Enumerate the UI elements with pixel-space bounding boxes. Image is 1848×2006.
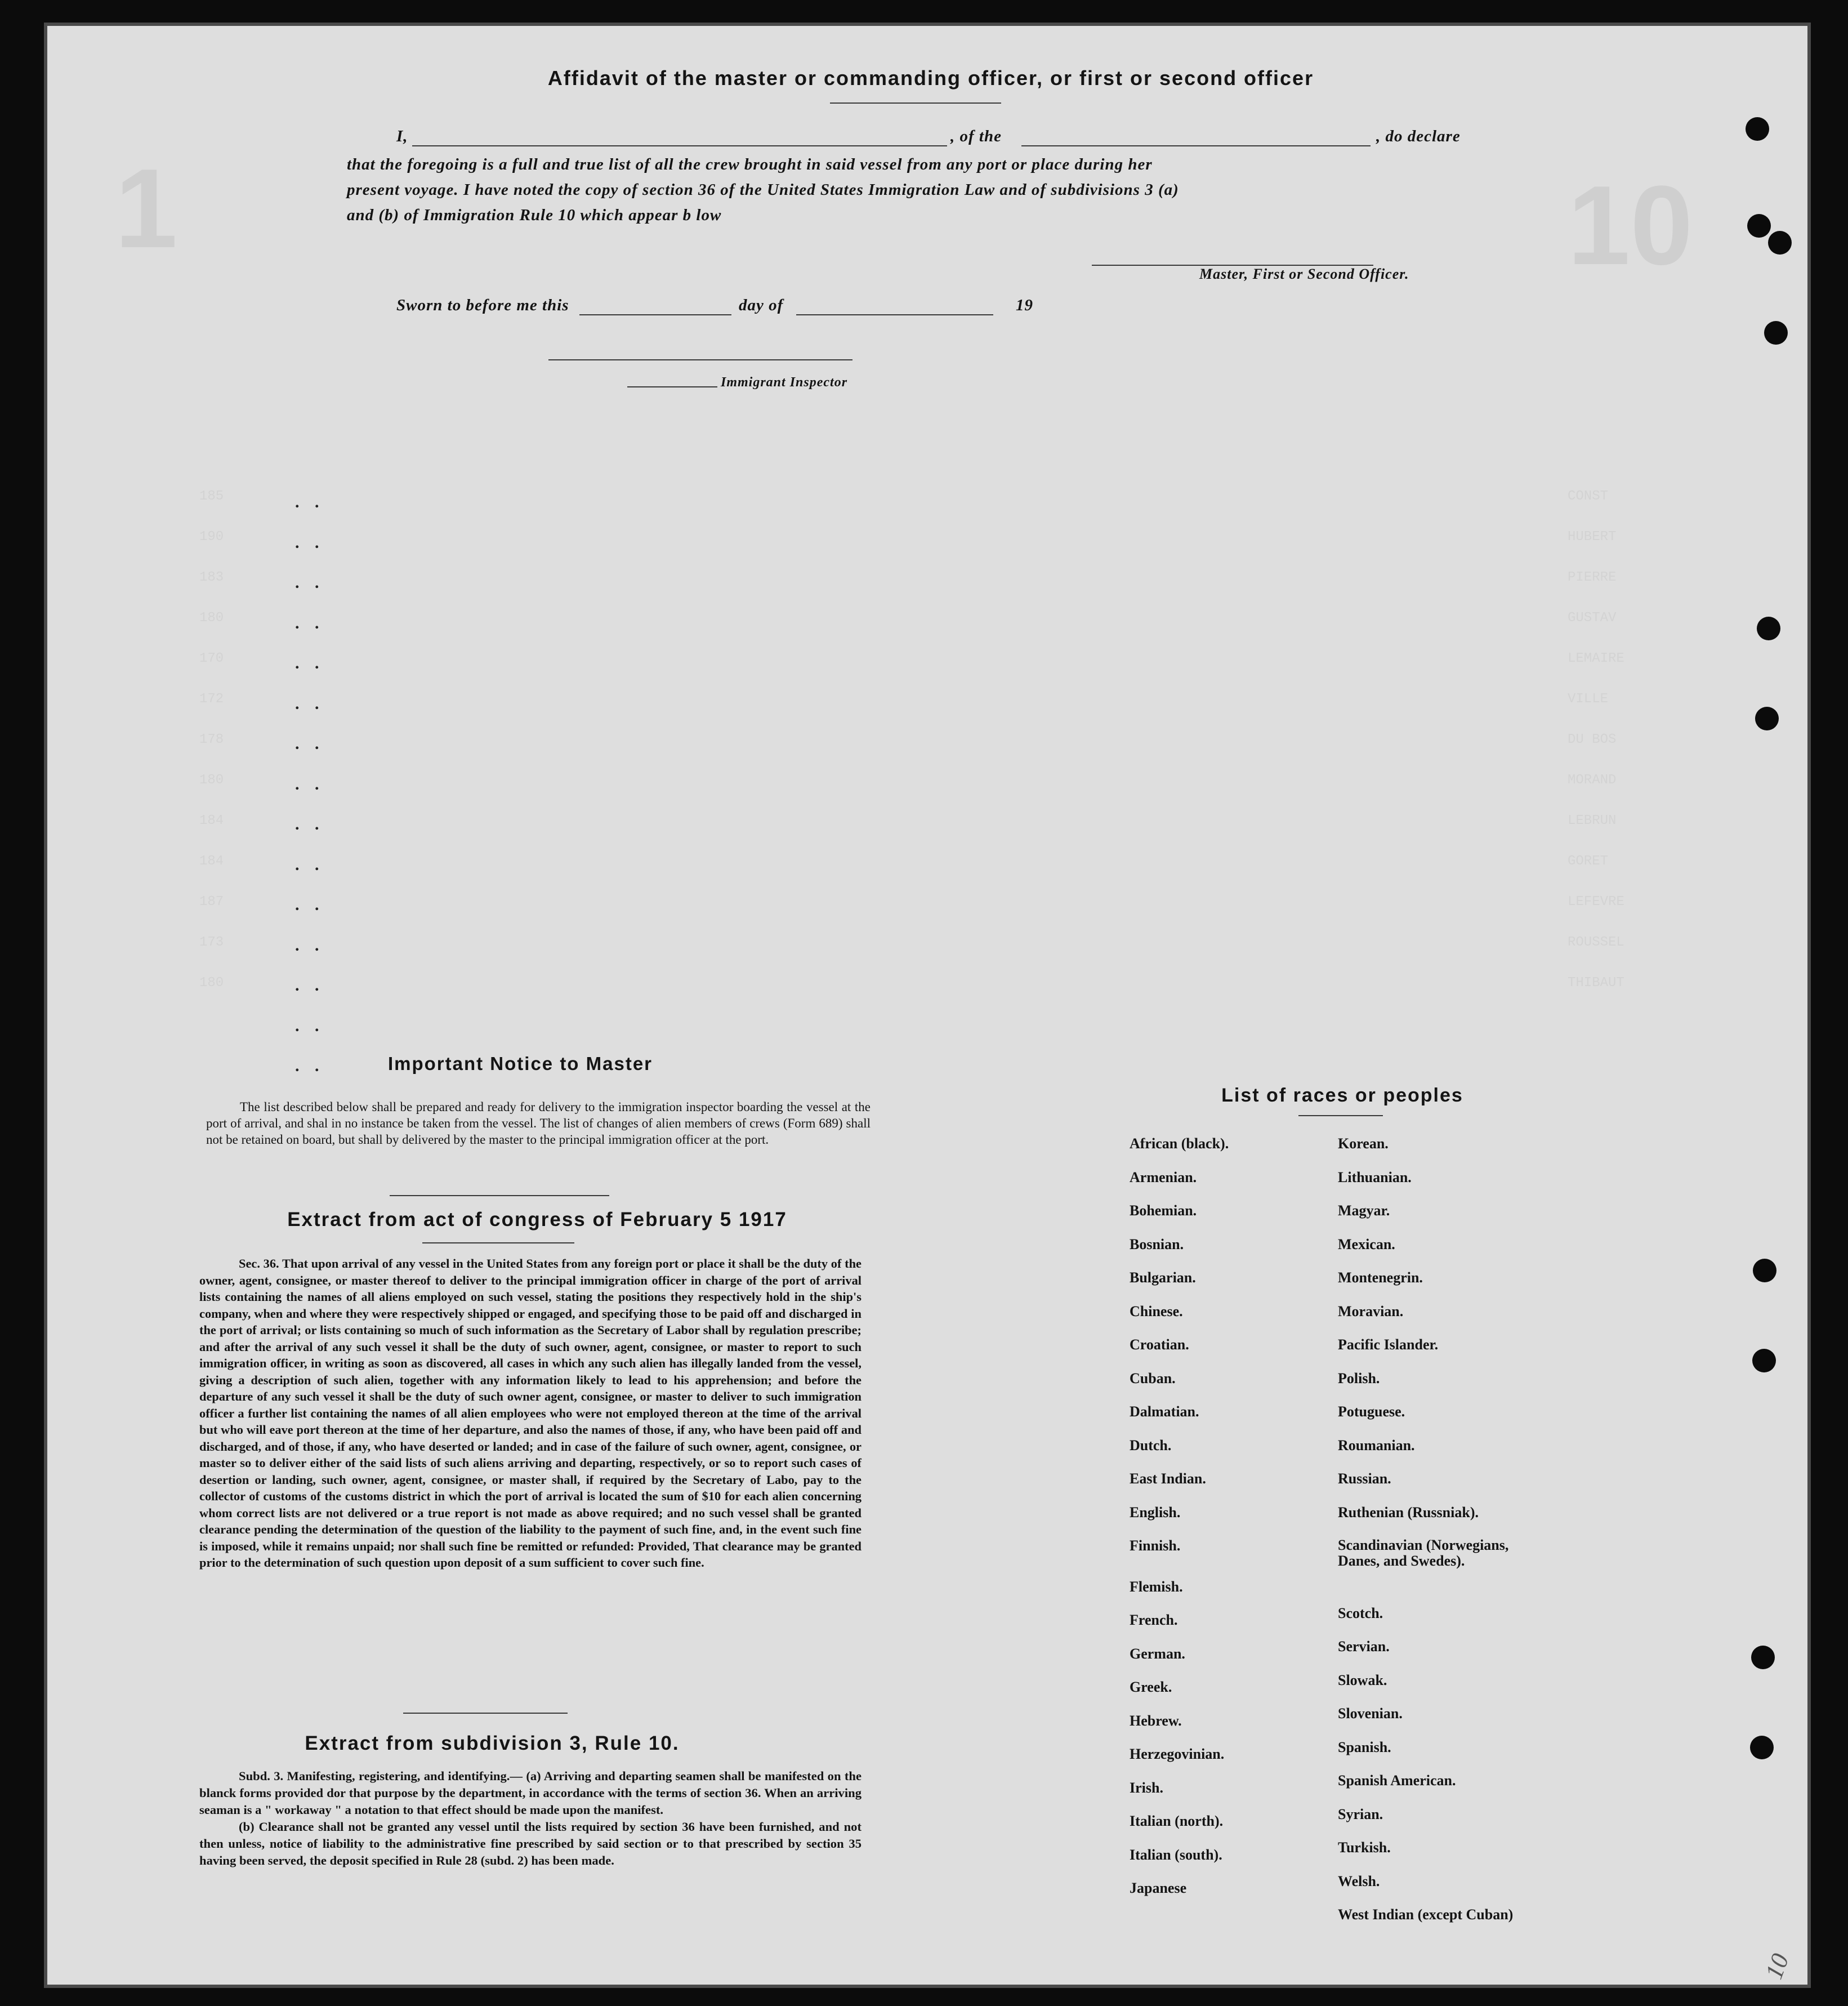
race-list-item: Japanese bbox=[1130, 1880, 1187, 1896]
race-list-item: Ruthenian (Russniak). bbox=[1338, 1504, 1479, 1521]
punch-hole bbox=[1747, 214, 1771, 238]
races-title-underline bbox=[1298, 1115, 1383, 1116]
race-list-item: Hebrew. bbox=[1130, 1712, 1182, 1729]
sworn-month-blank[interactable] bbox=[796, 314, 993, 315]
inspector-caption: Immigrant Inspector bbox=[721, 375, 848, 390]
race-list-item: Slowak. bbox=[1338, 1671, 1387, 1688]
document-page bbox=[44, 23, 1811, 1988]
race-list-item: Lithuanian. bbox=[1338, 1169, 1412, 1185]
punch-hole bbox=[1753, 1259, 1776, 1282]
race-list-item: Flemish. bbox=[1130, 1578, 1183, 1595]
race-list-item: Pacific Islander. bbox=[1338, 1336, 1439, 1353]
bleedthrough-numeral-left: 1 bbox=[115, 146, 178, 271]
bleedthrough-column-left: 185 190 183 180 170 172 178 180 184 184 187 173 180 bbox=[199, 489, 224, 991]
race-list-item: Bohemian. bbox=[1130, 1202, 1197, 1219]
race-list-item: Dalmatian. bbox=[1130, 1403, 1199, 1420]
races-title: List of races or peoples bbox=[1221, 1085, 1463, 1106]
race-list-item: Dutch. bbox=[1130, 1437, 1172, 1454]
race-list-item: Slovenian. bbox=[1338, 1705, 1403, 1722]
sworn-day-blank[interactable] bbox=[579, 314, 731, 315]
race-list-item: Finnish. bbox=[1130, 1537, 1181, 1554]
punch-hole bbox=[1746, 117, 1769, 141]
rule-paragraph-a: Subd. 3. Manifesting, registering, and identifying.— (a) Arriving and departing seamen shall be manifested on the blanck forms provided dor that purpose by the department, in accordance with the terms of section 36. When an arriving seaman is a " workaway " a notation to that effect should be made upon the manifest. bbox=[199, 1769, 861, 1817]
affidavit-title-underline bbox=[830, 102, 1001, 104]
declaration-of-the-label: , of the bbox=[950, 127, 1002, 145]
ditto-marks-column: . . . . . . . . . . . . . . . . . . . . . . . . . . . . . . bbox=[295, 493, 325, 1075]
punch-hole bbox=[1751, 1646, 1775, 1669]
race-list-item: Greek. bbox=[1130, 1679, 1172, 1695]
inspector-signature-short-line bbox=[627, 386, 717, 387]
race-list-item: Spanish American. bbox=[1338, 1772, 1456, 1789]
race-list-item: Turkish. bbox=[1338, 1839, 1391, 1856]
race-list-item: Potuguese. bbox=[1338, 1403, 1405, 1420]
race-list-item: Croatian. bbox=[1130, 1336, 1189, 1353]
declaration-line-2: that the foregoing is a full and true list of all the crew brought in said vessel from any port or place during her bbox=[347, 155, 1153, 173]
race-list-item: Montenegrin. bbox=[1338, 1269, 1423, 1286]
race-list-item: Magyar. bbox=[1338, 1202, 1390, 1219]
race-list-item: Syrian. bbox=[1338, 1806, 1383, 1822]
race-list-item: Scandinavian (Norwegians, Danes, and Swedes). bbox=[1338, 1537, 1509, 1569]
section-36-paragraph: Sec. 36. That upon arrival of any vessel in the United States from any foreign port or place it shall be the duty of the owner, agent, consignee, or master thereof to deliver to the principal immigration officer in charge of the port of arrival lists containing the names of all aliens employed on such vessel, stating the positions they respectively hold in the ship's company, when and where they were respectively shipped or engaged, and specifying those to be paid off and discharged in the port of arrival; or lists containing so much of such information as the Secretary of Labor shall by regulation prescribe; and after the arrival of any such vessel it shall be the duty of such owner, agent, consignee, or master to report to such immigration officer, in writing as soon as discovered, all cases in which any such alien has illegally landed from the vessel, giving a description of such alien, together with any information likely to lead to his apprehension; and before the departure of any such vessel it shall be the duty of such owner agent, consignee, or master to deliver to such immigration officer a further list containing the names of all alien employees who were not employed thereon at the time of the arrival but who will eave port thereon at the time of her departure, and also the names of those, if any, who have been paid off and discharged, and of those, if any, who have deserted or landed; and in case of the failure of such owner, agent, consignee, or master so to deliver either of the said lists of such aliens arriving and departing, respectively, or so to report such cases of desertion or landing, such owner, agent, consignee, or master shall, if required by the Secretary of Labo, pay to the collector of customs of the customs district in which the port of arrival is located the sum of $10 for each alien concerning whom correct lists are not delivered or a true report is not made as above required; and no such vessel shall be granted clearance pending the determination of the question of the liability to the payment of such fine, and, in the event such fine is imposed, while it remains unpaid; nor shall such fine be remitted or refunded: Provided, That clearance may be granted prior to the determination of such question upon deposit of a sum sufficient to cover such fine. bbox=[199, 1256, 861, 1570]
race-list-item: Bulgarian. bbox=[1130, 1269, 1196, 1286]
vessel-name-blank[interactable] bbox=[1021, 145, 1371, 146]
notice-title: Important Notice to Master bbox=[387, 1053, 653, 1074]
race-list-item: English. bbox=[1130, 1504, 1181, 1521]
affidavit-title: Affidavit of the master or commanding officer, or first or second officer bbox=[547, 66, 1314, 90]
race-list-item: Italian (north). bbox=[1130, 1813, 1224, 1829]
punch-hole bbox=[1757, 617, 1780, 640]
race-list-item: Welsh. bbox=[1338, 1873, 1380, 1889]
rule-paragraph-b: (b) Clearance shall not be granted any vessel until the lists required by section 36 have been furnished, and not then unless, notice of liability to the administrative fine prescribed by said section or to that prescribed by section 35 having been served, the deposit specified in Rule 28 (subd. 2) has been made. bbox=[199, 1820, 861, 1867]
act-extract-separator bbox=[403, 1713, 568, 1714]
act-extract-text bbox=[199, 1255, 861, 1571]
race-list-item: Scotch. bbox=[1338, 1604, 1383, 1621]
race-list-item: African (black). bbox=[1130, 1135, 1229, 1152]
race-list-item: Irish. bbox=[1130, 1779, 1163, 1796]
punch-hole bbox=[1752, 1349, 1776, 1372]
race-list-item: Cuban. bbox=[1130, 1370, 1176, 1387]
punch-hole bbox=[1768, 231, 1792, 255]
declarant-name-blank[interactable] bbox=[412, 145, 947, 146]
race-list-item: Mexican. bbox=[1338, 1236, 1395, 1252]
day-of-label: day of bbox=[739, 296, 784, 314]
sworn-year-label: 19 bbox=[1016, 296, 1033, 314]
race-list-item: Moravian. bbox=[1338, 1303, 1404, 1319]
notice-paragraph: The list described below shall be prepared and ready for delivery to the immigration inspector boarding the vessel at the port of arrival, and shal in no instance be taken from the vessel. The list of changes of alien members of crews (Form 689) shall not be retained on board, but shall by delivered by the master to the principal immigration officer at the port. bbox=[206, 1100, 871, 1147]
race-list-item: Polish. bbox=[1338, 1370, 1380, 1387]
master-signature-caption: Master, First or Second Officer. bbox=[1199, 266, 1409, 282]
race-list-item: Spanish. bbox=[1338, 1738, 1391, 1755]
race-list-item: Chinese. bbox=[1130, 1303, 1183, 1319]
race-list-item: German. bbox=[1130, 1645, 1185, 1662]
race-list-item: Bosnian. bbox=[1130, 1236, 1184, 1252]
corner-pencil-mark: 10 bbox=[1760, 1950, 1795, 1983]
act-extract-underline bbox=[422, 1242, 574, 1243]
race-list-item: Italian (south). bbox=[1130, 1846, 1222, 1863]
notice-text bbox=[206, 1099, 871, 1148]
inspector-signature-line[interactable] bbox=[548, 359, 852, 360]
bleedthrough-numeral-right: 10 bbox=[1568, 163, 1693, 288]
race-list-item: West Indian (except Cuban) bbox=[1338, 1906, 1514, 1923]
race-list-item: Roumanian. bbox=[1338, 1437, 1415, 1454]
notice-separator bbox=[390, 1195, 609, 1196]
race-list-item: East Indian. bbox=[1130, 1470, 1206, 1487]
declaration-declare-label: , do declare bbox=[1376, 127, 1461, 145]
punch-hole bbox=[1755, 707, 1779, 730]
act-extract-title: Extract from act of congress of February 5 1917 bbox=[287, 1209, 787, 1231]
rule-extract-title: Extract from subdivision 3, Rule 10. bbox=[305, 1732, 680, 1754]
declaration-line-3: present voyage. I have noted the copy of section 36 of the United States Immigration Law and of subdivisions 3 (a) bbox=[347, 181, 1179, 199]
declaration-line-4: and (b) of Immigration Rule 10 which appear b low bbox=[347, 206, 722, 224]
race-list-item: Herzegovinian. bbox=[1130, 1746, 1225, 1762]
race-list-item: Armenian. bbox=[1130, 1169, 1197, 1185]
rule-extract-text bbox=[199, 1768, 861, 1869]
sworn-label: Sworn to before me this bbox=[396, 296, 569, 314]
punch-hole bbox=[1750, 1736, 1774, 1759]
race-list-item: Servian. bbox=[1338, 1638, 1390, 1655]
race-list-item: Korean. bbox=[1338, 1135, 1389, 1152]
punch-hole bbox=[1764, 321, 1788, 345]
declaration-i-label: I, bbox=[396, 127, 408, 145]
race-list-item: French. bbox=[1130, 1612, 1178, 1628]
bleedthrough-column-right: CONST HUBERT PIERRE GUSTAV LEMAIRE VILLE DU BOS MORAND LEBRUN GORET LEFEVRE ROUSSEL THIBAUT bbox=[1568, 489, 1624, 991]
race-list-item: Russian. bbox=[1338, 1470, 1391, 1487]
